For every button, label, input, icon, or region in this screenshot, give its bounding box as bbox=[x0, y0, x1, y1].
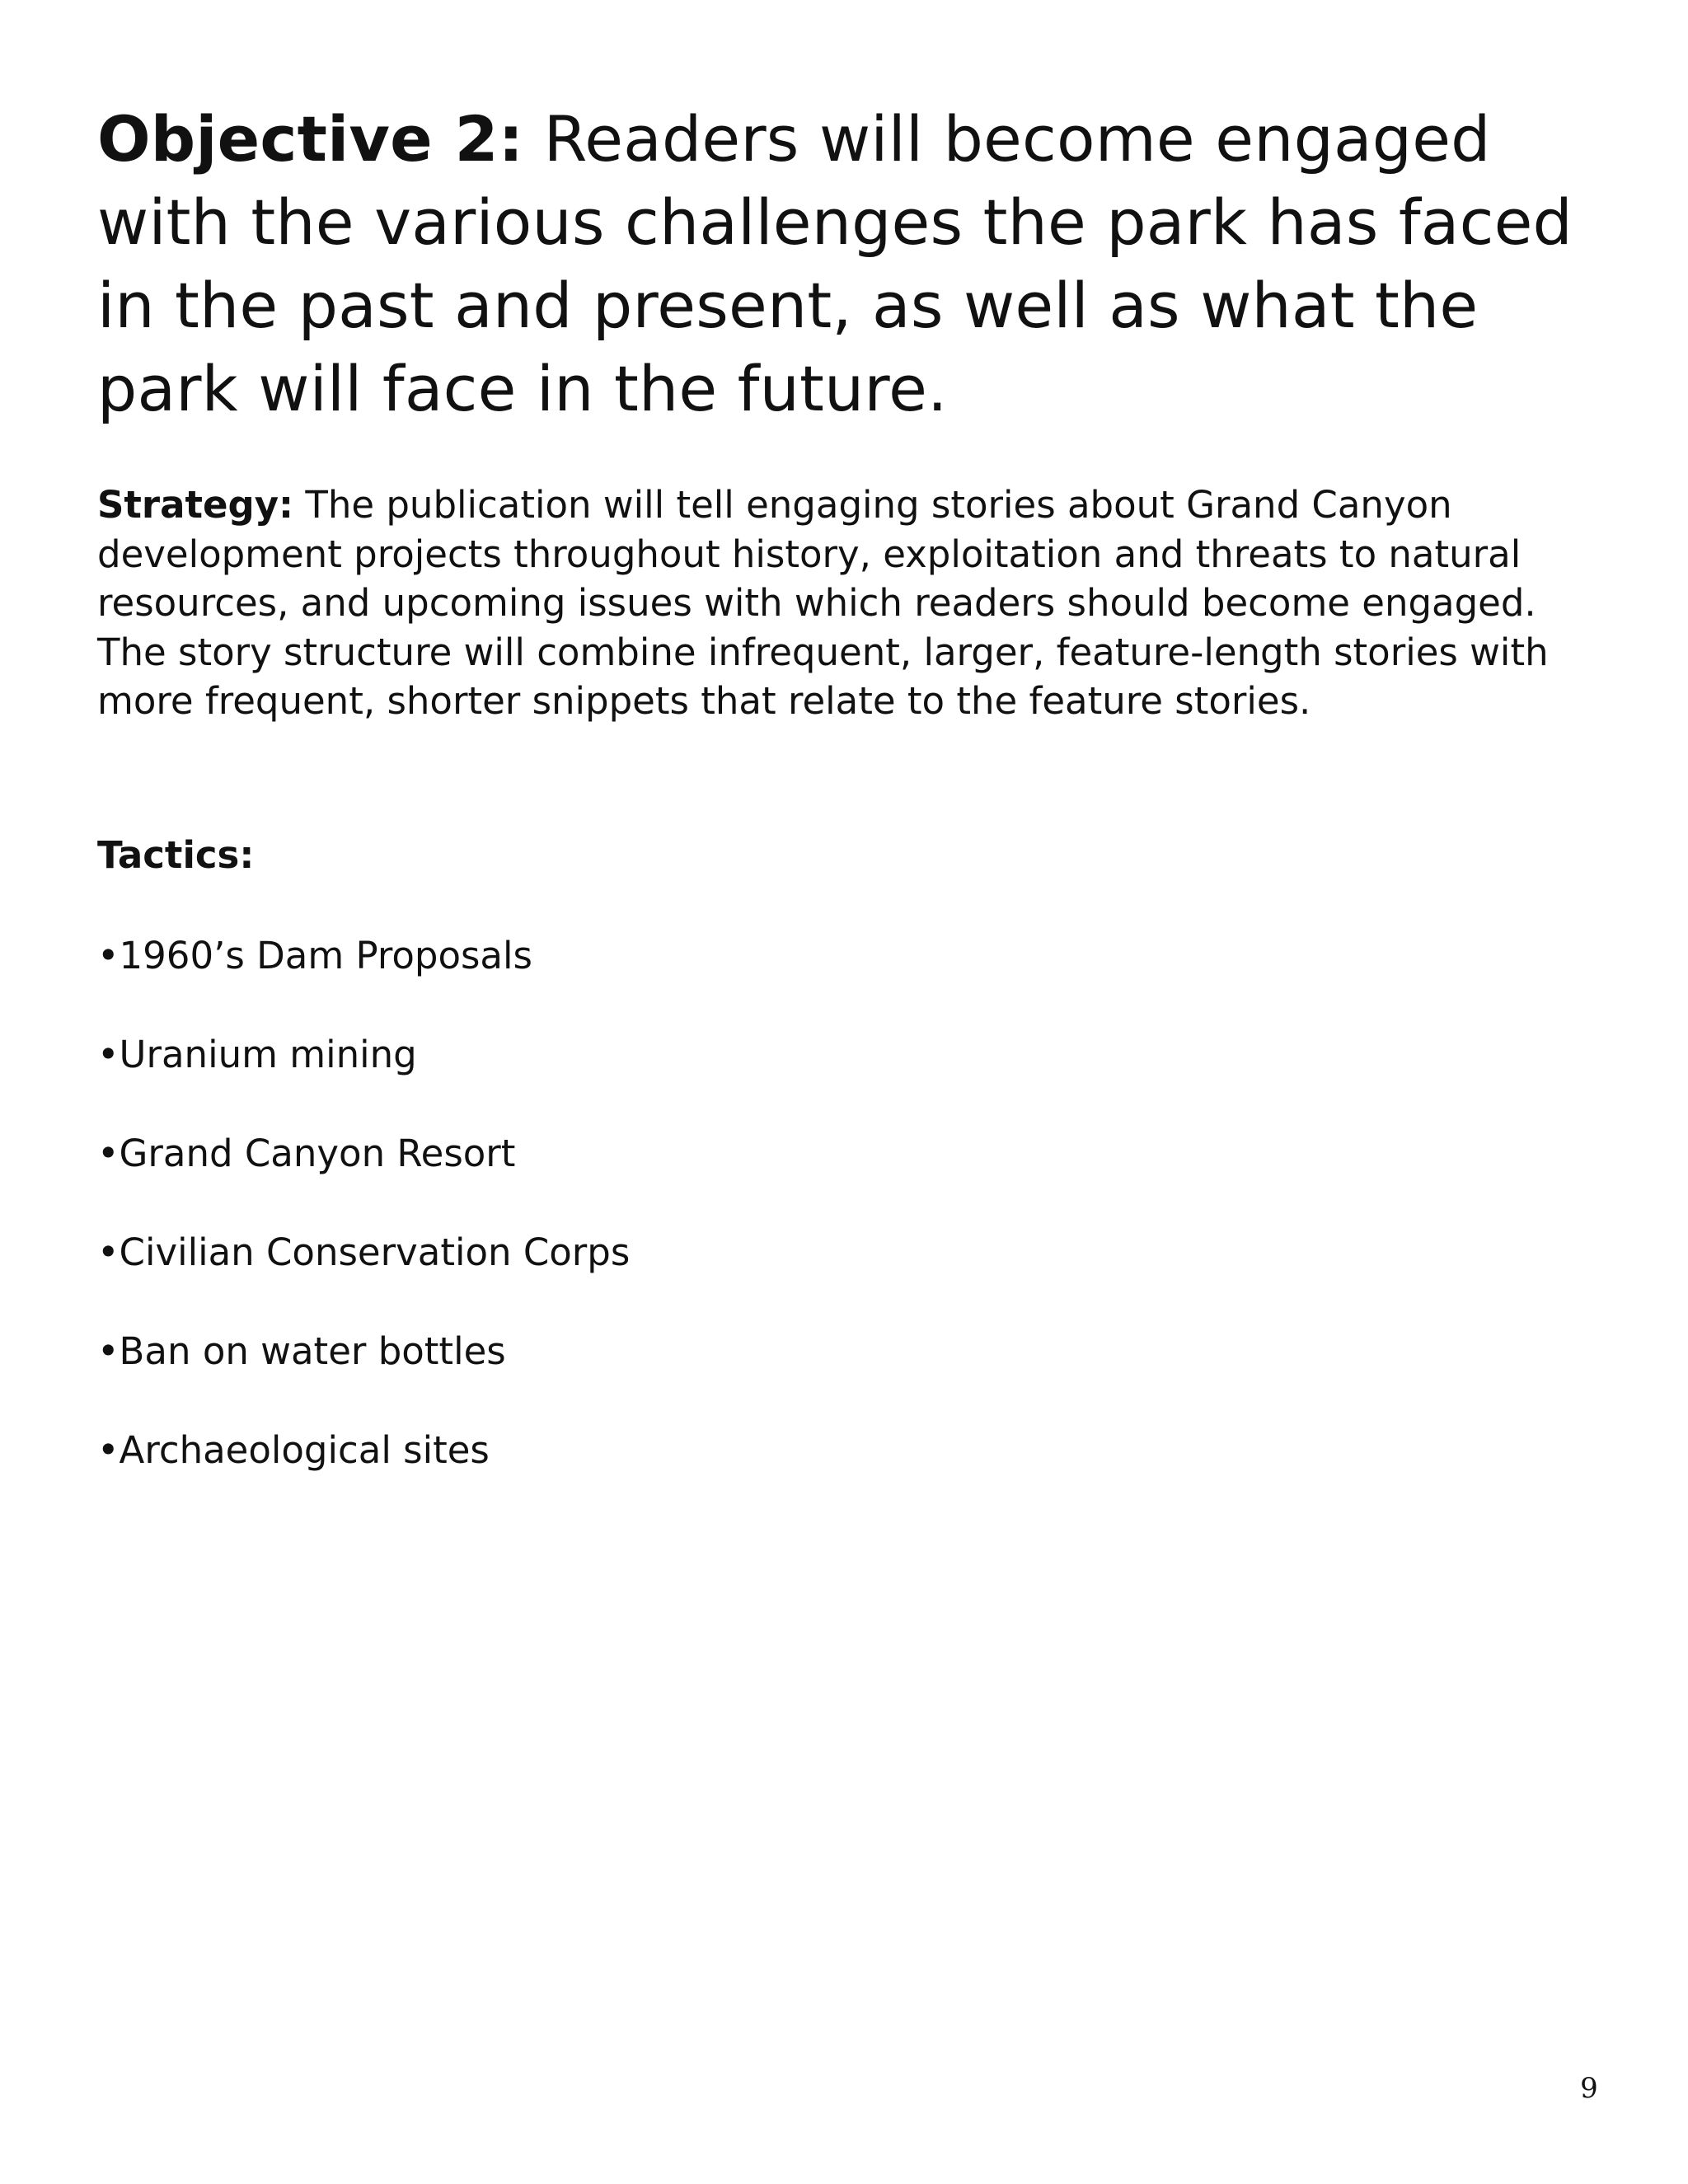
bullet: • bbox=[97, 1230, 120, 1274]
bullet: • bbox=[97, 1033, 120, 1076]
strategy-text: The publication will tell engaging stories about Grand Canyon development projects throughout history, exploitation and threats to natural resources, and upcoming issues with which readers should become engaged. The story structure will combine infrequent, larger, feature-length stories with more frequent, shorter snippets that relate to the feature stories. bbox=[97, 483, 1549, 723]
objective-label: Objective 2: bbox=[97, 102, 524, 176]
page-number: 9 bbox=[1580, 2072, 1598, 2105]
tactic-item: •Grand Canyon Resort bbox=[97, 1132, 516, 1175]
tactic-item: •Civilian Conservation Corps bbox=[97, 1230, 631, 1274]
tactic-item: •Uranium mining bbox=[97, 1033, 417, 1076]
tactic-item: •Ban on water bottles bbox=[97, 1329, 506, 1373]
bullet: • bbox=[97, 1329, 120, 1373]
bullet: • bbox=[97, 1428, 120, 1472]
bullet: • bbox=[97, 934, 120, 977]
objective-heading bbox=[97, 97, 1581, 430]
objective-text: Readers will become engaged with the various challenges the park has faced in the past and present, as well as what the park will face in the future. bbox=[97, 102, 1573, 425]
tactic-item: •1960’s Dam Proposals bbox=[97, 934, 532, 977]
tactics-list bbox=[97, 931, 630, 1525]
tactic-item: •Archaeological sites bbox=[97, 1428, 490, 1472]
strategy-paragraph bbox=[97, 480, 1614, 726]
tactics-heading: Tactics: bbox=[97, 833, 255, 877]
strategy-label: Strategy: bbox=[97, 483, 294, 527]
bullet: • bbox=[97, 1132, 120, 1175]
